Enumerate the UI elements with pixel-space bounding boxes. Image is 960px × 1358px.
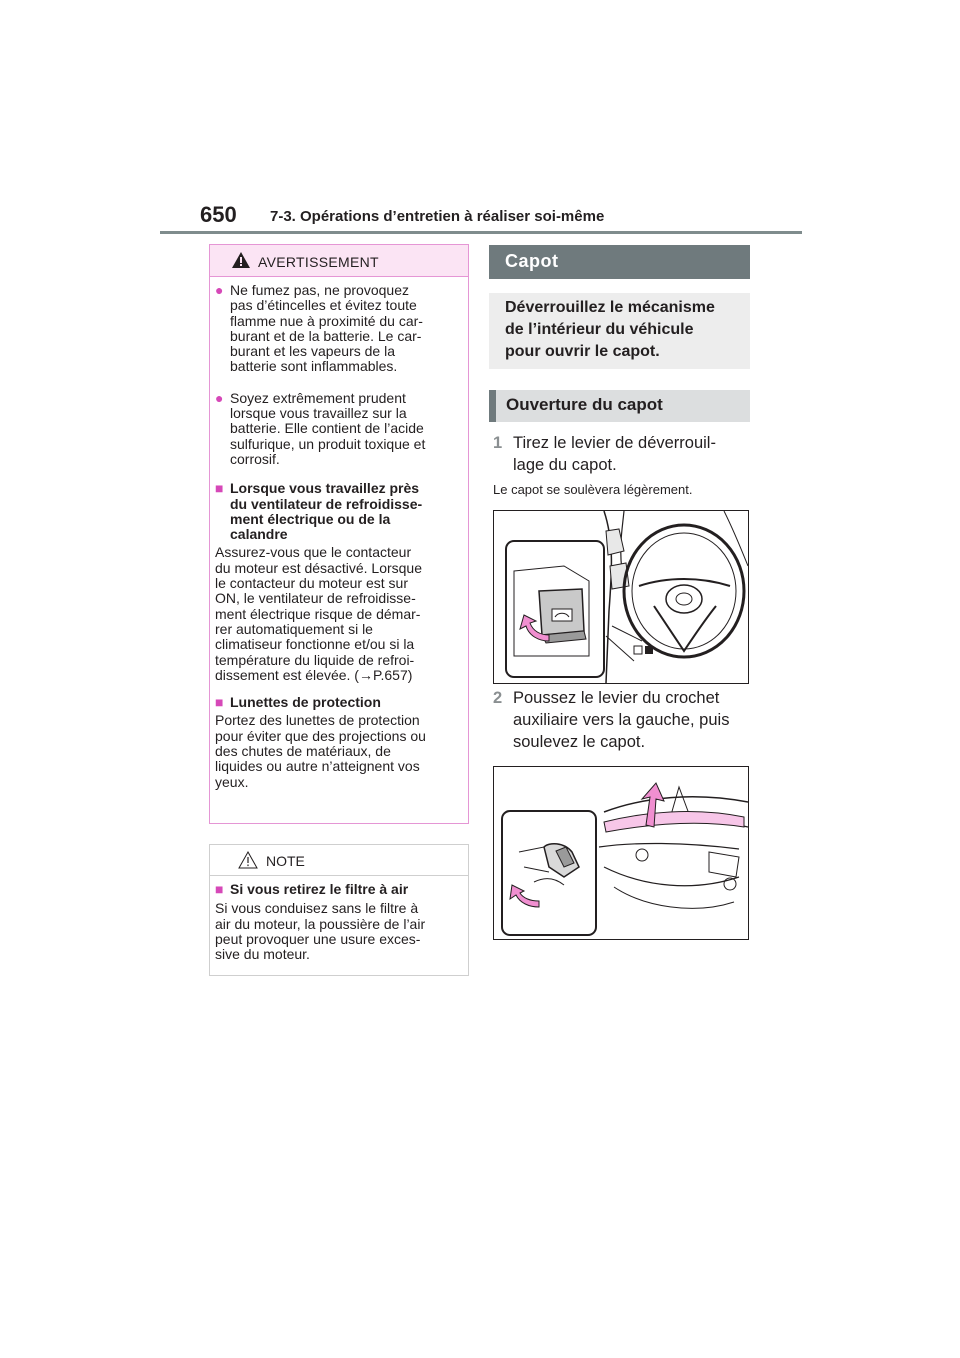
text-line: yeux. (215, 773, 249, 790)
warning-header (210, 245, 468, 277)
square-bullet-icon: ■ (215, 694, 224, 711)
text-line: pas d’étincelles et évitez toute (230, 297, 417, 314)
text-line: lage du capot. (513, 456, 617, 474)
text-line: batterie. Elle contient de l’acide (230, 420, 424, 437)
chapter-title: 7-3. Opérations d’entretien à réaliser soi-même (270, 208, 605, 225)
text-line: batterie sont inflammables. (230, 358, 398, 375)
text-line: ment électrique risque de démar- (215, 605, 421, 622)
warning-section-fan-body (215, 545, 462, 683)
note-body (215, 901, 462, 962)
warning-bullet-smoking (215, 283, 462, 375)
text-line: sive du moteur. (215, 946, 310, 963)
warning-section-goggles-title (215, 695, 462, 710)
text-line: pour ouvrir le capot. (505, 343, 660, 360)
section-title: Capot (505, 251, 559, 271)
note-box (209, 844, 469, 976)
text-line: pour éviter que des projections ou (215, 727, 426, 744)
warning-box (209, 244, 469, 824)
text-line: ment électrique ou de la (230, 510, 391, 527)
note-title: NOTE (266, 853, 305, 869)
bullet-dot-icon: ● (215, 282, 224, 298)
page-number: 650 (200, 202, 237, 227)
text-line: ON, le ventilateur de refroidisse- (215, 590, 416, 607)
text-line: du moteur est désactivé. Lorsque (215, 559, 423, 576)
text-line: climatiseur fonctionne et/ou si la (215, 636, 415, 653)
text-line: Portez des lunettes de protection (215, 712, 420, 729)
text-line: de l’intérieur du véhicule (505, 321, 694, 338)
text-line: corrosif. (230, 450, 280, 467)
text-line: flamme nue à proximité du car- (230, 312, 423, 329)
page-header (160, 200, 802, 236)
text-line: température du liquide de refroi- (215, 651, 415, 668)
text-line: Lorsque vous travaillez près (230, 480, 420, 497)
caution-triangle-outline-icon (238, 851, 258, 869)
step-2 (493, 687, 750, 757)
text-line: Si vous conduisez sans le filtre à (215, 900, 419, 917)
text-line: calandre (230, 526, 288, 543)
step-1 (493, 432, 750, 478)
text-line: sulfurique, un produit toxique et (230, 435, 426, 452)
text-line: auxiliaire vers la gauche, puis (513, 711, 730, 729)
step-number: 2 (493, 689, 503, 707)
text-line: dissement est élevée. (→P.657) (215, 666, 413, 683)
lead-summary (489, 293, 750, 369)
step-1-caption: Le capot se soulèvera légèrement. (493, 482, 693, 497)
text-line: soulevez le capot. (513, 733, 646, 751)
text-line: burant et de la batterie. Le car- (230, 327, 422, 344)
text-line: air du moteur, la poussière de l’air (215, 915, 426, 932)
text-line: peut provoquer une usure exces- (215, 930, 421, 947)
text-line: des chutes de matériaux, de (215, 743, 391, 760)
hood-release-lever-illustration (493, 510, 749, 684)
text-line: le contacteur du moteur est sur (215, 575, 408, 592)
text-line: Tirez le levier de déverrouil- (513, 434, 716, 452)
text-line: burant et les vapeurs de la (230, 343, 395, 360)
text-line: liquides ou autre n’atteignent vos (215, 758, 420, 775)
warning-section-goggles-body (215, 713, 462, 789)
text-line: du ventilateur de refroidisse- (230, 495, 423, 512)
warning-section-fan-title (215, 481, 462, 542)
text-line: Assurez-vous que le contacteur (215, 544, 412, 561)
text-line: Ne fumez pas, ne provoquez (230, 282, 409, 298)
note-header (210, 845, 468, 876)
header-rule (160, 231, 802, 234)
subsection-title: Ouverture du capot (506, 395, 663, 414)
note-section-title (215, 882, 462, 897)
text-line: Lunettes de protection (230, 694, 381, 711)
warning-bullet-acid (215, 391, 462, 467)
text-line: Si vous retirez le filtre à air (230, 881, 409, 897)
step-number: 1 (493, 434, 503, 452)
bullet-dot-icon: ● (215, 389, 224, 406)
warning-triangle-icon (232, 252, 250, 273)
text-line: rer automatiquement si le (215, 620, 373, 637)
text-line: lorsque vous travaillez sur la (230, 405, 407, 422)
auxiliary-catch-illustration (493, 766, 749, 940)
text-line: Déverrouillez le mécanisme (505, 299, 715, 316)
subsection-title-bar (489, 390, 750, 422)
text-line: Poussez le levier du crochet (513, 689, 720, 707)
section-title-bar (489, 245, 750, 279)
square-bullet-icon: ■ (215, 480, 224, 497)
text-line: Soyez extrêmement prudent (230, 389, 406, 406)
warning-title: AVERTISSEMENT (258, 254, 379, 270)
square-bullet-icon: ■ (215, 881, 224, 897)
